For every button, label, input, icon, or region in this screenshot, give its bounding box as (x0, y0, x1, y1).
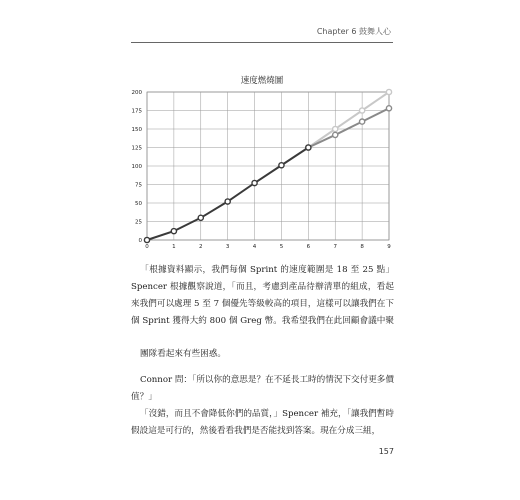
data-point (225, 199, 230, 204)
y-tick-label: 25 (135, 219, 142, 226)
paragraph-2 (131, 346, 394, 363)
data-point (171, 229, 176, 234)
y-tick-label: 125 (131, 145, 142, 152)
x-tick-label: 5 (279, 244, 284, 250)
y-tick-label: 200 (131, 90, 142, 97)
data-point (144, 237, 149, 242)
x-tick-label: 6 (306, 244, 311, 250)
paragraph-4 (131, 406, 394, 440)
x-tick-label: 2 (199, 244, 203, 250)
y-tick-label: 75 (135, 182, 142, 189)
data-point (386, 106, 391, 111)
data-point (386, 89, 391, 94)
x-tick-label: 4 (252, 244, 257, 250)
running-header: Chapter 6 鼓舞人心 (316, 27, 391, 36)
paragraph-3 (131, 372, 394, 406)
data-point (306, 145, 311, 150)
y-tick-label: 50 (135, 201, 142, 208)
paragraph-3-text: Connor 問：「所以你的意思是？在不延長工時的情況下交付更多價值？」 (131, 375, 394, 402)
y-tick-label: 175 (131, 108, 142, 115)
paragraph-4-text: 「沒錯，而且不會降低你們的品質，」Spencer 補充，「讓我們暫時假設這是可行的，然後看看我們是否能找到答案。現在分成三組， (131, 409, 394, 436)
page-number: 157 (378, 447, 394, 456)
data-point (333, 126, 338, 131)
y-tick-label: 150 (131, 127, 142, 134)
data-point (360, 119, 365, 124)
paragraph-1 (131, 262, 394, 330)
paragraph-2-text: 團隊看起來有些困惑。 (140, 349, 226, 359)
data-point (252, 180, 257, 185)
data-point (279, 163, 284, 168)
data-point (198, 215, 203, 220)
data-point (333, 132, 338, 137)
x-tick-label: 3 (225, 244, 230, 250)
chart-title: 速度燃燒圖 (240, 76, 284, 86)
paragraph-1-text: 「根據資料顯示，我們每個 Sprint 的速度範圍是 18 至 25 點」Spencer 根據觀察說道，「而且，考慮到產品待辦清單的組成，看起來我們可以處理 5 至 7 個優先等級較高的項目，這樣可以讓我們在下個 Sprint 獲得大約 800 個 Greg 幣。我希望我們在此回顧會議中聚 (131, 265, 394, 326)
x-tick-label: 7 (333, 244, 337, 250)
y-tick-label: 0 (138, 238, 142, 245)
x-tick-label: 1 (172, 244, 176, 250)
x-tick-label: 0 (145, 244, 149, 250)
y-tick-label: 100 (131, 164, 142, 171)
x-tick-label: 8 (360, 244, 364, 250)
x-tick-label: 9 (387, 244, 391, 250)
data-point (360, 108, 365, 113)
